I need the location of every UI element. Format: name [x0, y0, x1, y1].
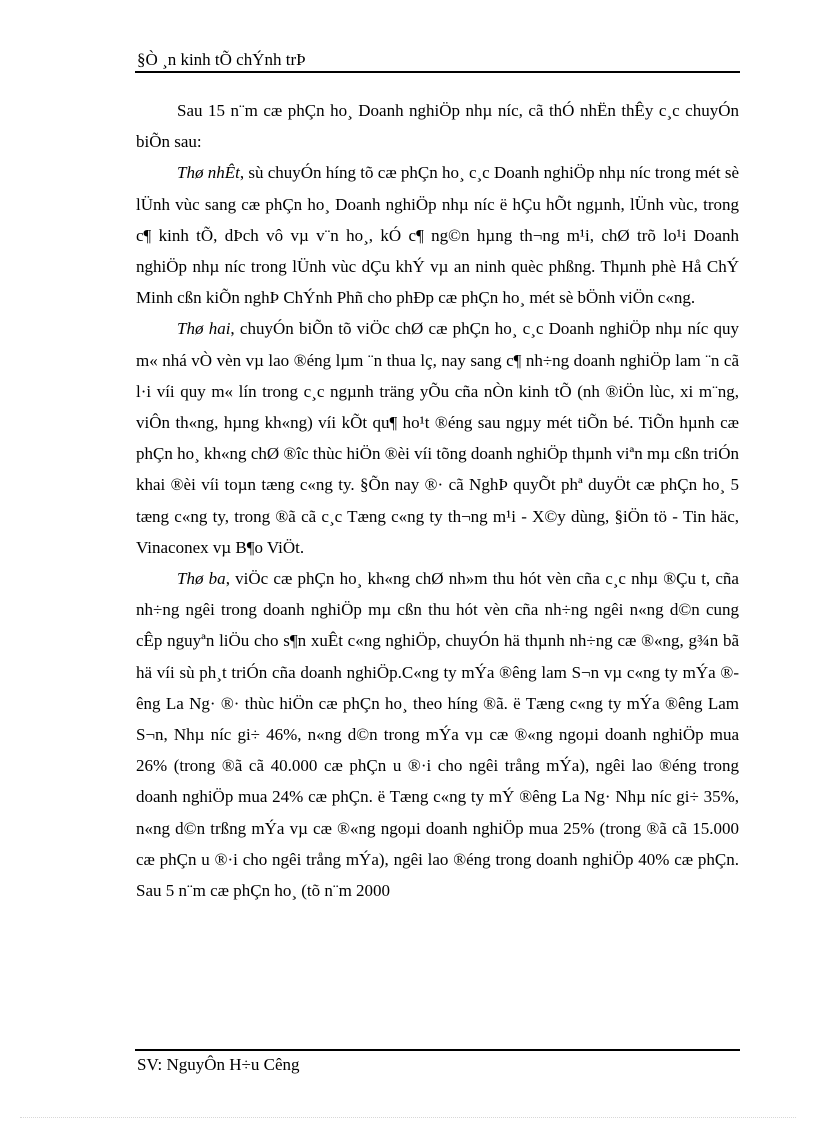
- paragraph-second-point: [136, 313, 739, 563]
- paragraph-lead: Thø hai: [177, 319, 231, 339]
- paragraph-intro: [136, 95, 739, 157]
- page-bottom-edge: [20, 1117, 796, 1118]
- paragraph-lead: Thø ba: [177, 569, 226, 589]
- paragraph-text: , sù chuyÓn híng tõ cæ phÇn ho¸ c¸c Doanh nghiÖp nhµ níc trong mét sè lÜnh vùc sang cæ phÇn ho¸ Doanh nghiÖp nhµ níc ë hÇu hÕt ngµnh, lÜnh vùc, trong c¶ kinh tÕ, dÞch vô vµ v¨n ho¸, kÓ c¶ ng©n hµng th¬ng m¹i, chØ trõ lo¹i Doanh nghiÖp nhµ níc trong lÜnh vùc dÇu khÝ vµ an ninh quèc phßng. Thµnh phè Hå ChÝ Minh cßn kiÕn nghÞ ChÝnh Phñ cho phÐp cæ phÇn ho¸ mét sè bÖnh viÖn c«ng.: [136, 163, 739, 308]
- paragraph-text: , chuyÓn biÕn tõ viÖc chØ cæ phÇn ho¸ c¸c Doanh nghiÖp nhµ níc quy m« nhá vÒ vèn vµ lao ®éng lµm ¨n thua lç, nay sang c¶ nh÷ng doanh nghiÖp lam ¨n cã l·i víi quy m« lín trong c¸c ngµnh träng yÕu cña nÒn kinh tÕ (nh ®iÖn lùc, xi m¨ng, viÔn th«ng, hµng kh«ng) víi kÕt qu¶ ho¹t ®éng sau ngµy mét tiÕn bé. TiÕn hµnh cæ phÇn ho¸ kh«ng chØ ®îc thùc hiÖn ®èi víi tõng doanh nghiÖp thµnh viªn mµ cßn triÓn khai ®èi víi toµn tæng c«ng ty. §Õn nay ®· cã NghÞ quyÕt phª duyÖt cæ phÇn ho¸ 5 tæng c«ng ty, trong ®ã cã c¸c Tæng c«ng ty th¬ng m¹i - X©y dùng, §iÖn tö - Tin häc, Vinaconex vµ B¶o ViÖt.: [136, 319, 739, 557]
- running-header-title: §Ò ¸n kinh tÕ chÝnh trÞ: [137, 50, 306, 69]
- paragraph-text: , viÖc cæ phÇn ho¸ kh«ng chØ nh»m thu hót vèn cña c¸c nhµ ®Çu t, cña nh÷ng ngêi trong doanh nghiÖp mµ cßn thu hót vèn cña nh÷ng ngêi n«ng d©n cung cÊp nguyªn liÖu cho s¶n xuÊt c«ng nghiÖp, chuyÓn hä thµnh nh÷ng cæ ®«ng, g¾n bã hä víi sù ph¸t triÓn cña doanh nghiÖp.C«ng ty mÝa ®êng lam S¬n vµ c«ng ty mÝa ®êng La Ng· ®· thùc hiÖn cæ phÇn ho¸ theo híng ®ã. ë Tæng c«ng ty mÝa ®êng Lam S¬n, Nhµ níc gi÷ 46%, n«ng d©n trong mÝa vµ cæ ®«ng ngoµi doanh nghiÖp mua 26% (trong ®ã cã 40.000 cæ phÇn u ®·i cho ngêi trång mÝa), ngêi lao ®éng trong doanh nghiÖp mua 24% cæ phÇn. ë Tæng c«ng ty mÝ ®êng La Ng· Nhµ níc gi÷ 35%, n«ng d©n trßng mÝa vµ cæ ®«ng ngoµi doanh nghiÖp mua 25% (trong ®ã cã 15.000 cæ phÇn u ®·i cho ngêi trång mÝa), ngêi lao ®éng trong doanh nghiÖp 40% cæ phÇn. Sau 5 n¨m cæ phÇn ho¸ (tõ n¨m 2000: [136, 569, 739, 901]
- paragraph-text: Sau 15 n¨m cæ phÇn ho¸ Doanh nghiÖp nhµ níc, cã thÓ nhËn thÊy c¸c chuyÓn biÕn sau:: [136, 101, 739, 152]
- paragraph-lead: Thø nhÊt: [177, 163, 240, 183]
- body-text: [136, 95, 739, 906]
- paragraph-first-point: [136, 157, 739, 313]
- footer-divider: [135, 1049, 740, 1051]
- footer-author: SV: NguyÔn H÷u Cêng: [137, 1055, 300, 1074]
- paragraph-third-point: [136, 563, 739, 906]
- header-divider: [135, 71, 740, 73]
